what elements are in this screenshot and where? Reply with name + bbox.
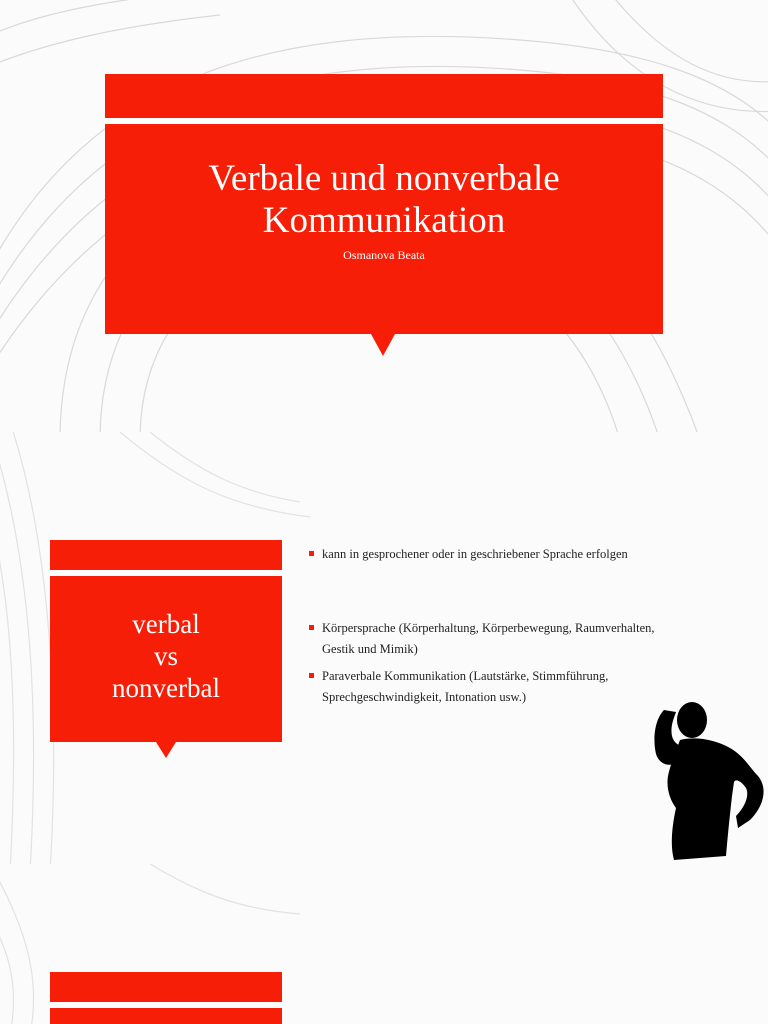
thinking-person-silhouette-icon <box>646 696 768 864</box>
bullet-item: Körpersprache (Körperhaltung, Körperbewegung, Raumverhalten, Gestik und Mimik) <box>308 618 668 660</box>
slide-title: Verbale und nonverbale Kommunikation <box>208 158 560 241</box>
slide-1 <box>0 0 768 432</box>
section-band <box>50 540 282 570</box>
verbal-bullet-list <box>308 544 688 571</box>
bullet-item: kann in gesprochener oder in geschriebener Sprache erfolgen <box>308 544 688 565</box>
slide-3 <box>0 864 768 1024</box>
title-box-pointer <box>371 334 395 356</box>
slide-subtitle: Osmanova Beata <box>343 248 425 262</box>
section-band <box>50 972 282 1002</box>
section-title-line-1: verbal <box>132 609 200 639</box>
nonverbal-bullet-list <box>308 618 668 714</box>
section-box-pointer <box>156 742 176 758</box>
section-title-line-3: nonverbal <box>112 673 220 703</box>
bullet-item: Paraverbale Kommunikation (Lautstärke, Stimmführung, Sprechgeschwindigkeit, Intonation usw.) <box>308 666 668 708</box>
section-title-line-2: vs <box>153 641 178 671</box>
slide-2 <box>0 432 768 864</box>
section-title <box>50 608 282 704</box>
title-band <box>105 74 663 118</box>
section-title-box <box>50 1008 282 1024</box>
